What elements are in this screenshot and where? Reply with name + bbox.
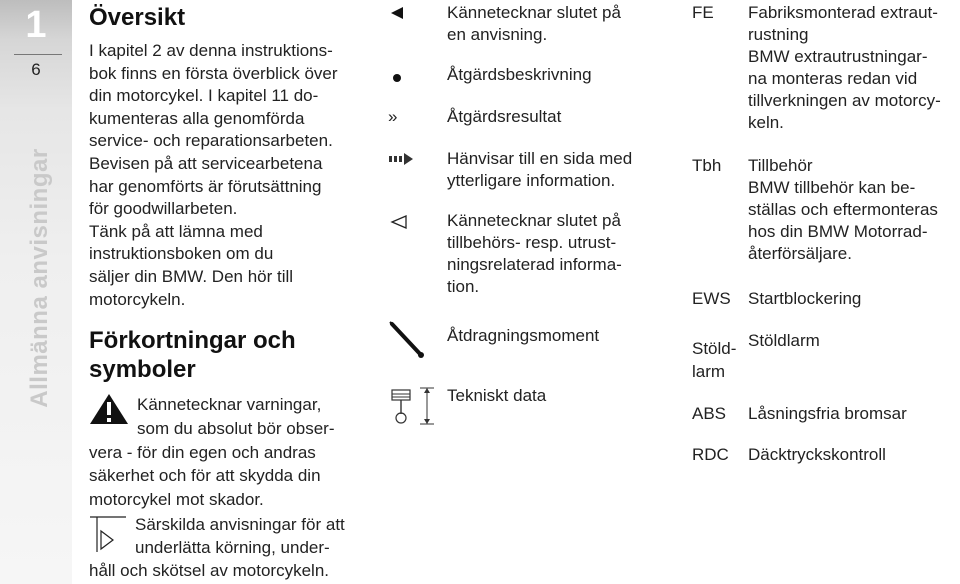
accessory-end-triangle-icon [390, 214, 408, 235]
def-tbh: Tillbehör BMW tillbehör kan be- ställas och eftermonteras hos din BMW Motorrad- återförsäljare. [748, 156, 938, 263]
technical-data-piston-icon [386, 384, 438, 433]
section-title: Förkortningar och symboler [89, 327, 296, 383]
page-title: Översikt [89, 4, 186, 31]
chapter-divider [14, 54, 62, 55]
abbr-fe: FE [692, 3, 714, 22]
double-chevron-icon: » [388, 107, 398, 126]
symbol-desc-technical-data: Tekniskt data [447, 386, 547, 405]
abbr-rdc: RDC [692, 445, 729, 464]
symbol-desc-page-reference: Hänvisar till en sida med ytterligare information. [447, 149, 633, 190]
symbol-desc-accessory-end: Kännetecknar slutet på tillbehörs- resp. utrust- ningsrelaterad informa- tion. [447, 211, 622, 296]
abbr-tbh: Tbh [692, 156, 722, 175]
bullet-icon [392, 70, 402, 88]
def-rdc: Däcktryckskontroll [748, 445, 886, 464]
warning-triangle-icon [89, 393, 129, 432]
end-of-instruction-triangle-icon [390, 6, 404, 25]
abbr-abs: ABS [692, 404, 727, 423]
chapter-title-vertical: Allmänna anvisningar [26, 148, 53, 408]
def-ews: Startblockering [748, 289, 862, 308]
def-stoldlarm: Stöldlarm [748, 331, 820, 350]
page-reference-arrow-icon [388, 152, 414, 171]
note-flag-icon [89, 513, 127, 559]
warning-note: Kännetecknar varningar, som du absolut bör obser- vera - för din egen och andras säkerhet och för att skydda din motorcykel mot skador. [89, 395, 335, 510]
abbr-ews: EWS [692, 289, 731, 308]
tip-note: Särskilda anvisningar för att underlätta körning, under- håll och skötsel av motorcykeln. [89, 515, 345, 581]
symbol-desc-action: Åtgärdsbeskrivning [447, 65, 592, 84]
page-number: 6 [31, 60, 41, 79]
torque-wrench-icon [388, 318, 428, 367]
abbr-stoldlarm: Stöld- larm [692, 339, 737, 381]
chapter-sidebar [0, 0, 72, 584]
symbol-desc-torque: Åtdragningsmoment [447, 326, 600, 345]
def-abs: Låsningsfria bromsar [748, 404, 907, 423]
def-fe: Fabriksmonterad extraut- rustning BMW extrautrustningar- na monteras redan vid tillverkningen av motorcy- keln. [748, 3, 941, 132]
symbol-desc-end-instruction: Kännetecknar slutet på en anvisning. [447, 3, 621, 44]
intro-paragraph: I kapitel 2 av denna instruktions- bok finns en första överblick över din motorcykel. I kapitel 11 do- kumenteras alla genomförda service- och reparationsarbeten. Bevisen på att servicearbetena har genomförts är förutsättning för goodwillarbeten. Tänk på att lämna med instruktionsboken om du säljer din BMW. Den hör till motorcykeln. [89, 41, 338, 309]
symbol-desc-result: Åtgärdsresultat [447, 107, 562, 126]
chapter-number: 1 [25, 4, 47, 46]
